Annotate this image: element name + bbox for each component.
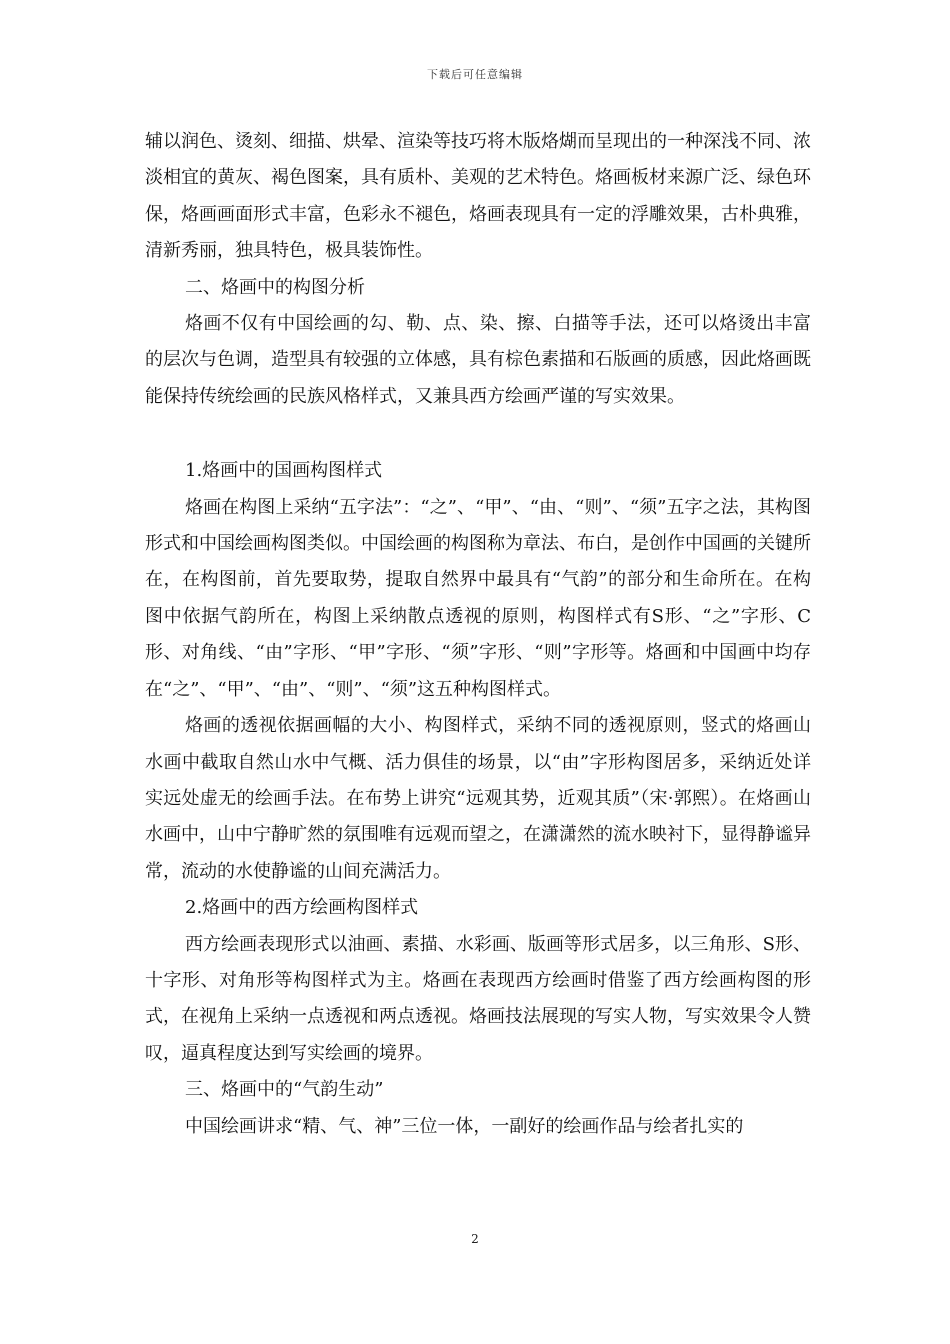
page-number: 2	[471, 1232, 479, 1246]
paragraph-2: 烙画不仅有中国绘画的勾、勒、点、染、擦、白描等手法，还可以烙烫出丰富的层次与色调，造型具有较强的立体感，具有棕色素描和石版画的质感，因此烙画既能保持传统绘画的民族风格样式，又兼具西方绘画严谨的写实效果。	[145, 313, 811, 407]
section-heading-3: 三、烙画中的“气韵生动”	[185, 1079, 384, 1101]
page-header-note: 下载后可任意编辑	[427, 68, 523, 81]
paragraph-6: 中国绘画讲求“精、气、神”三位一体，一副好的绘画作品与绘者扎实的	[185, 1115, 744, 1137]
paragraph-3: 烙画在构图上采纳“五字法”：“之”、“甲”、“由、“则”、“须”五字之法，其构图形式和中国绘画构图类似。中国绘画的构图称为章法、布白，是创作中国画的关键所在，在构图前，首先要取势，提取自然界中最具有“气韵”的部分和生命所在。在构图中依据气韵所在，构图上采纳散点透视的原则，构图样式有S形、“之”字形、C形、对角线、“由”字形、“甲”字形、“须”字形、“则”字形等。烙画和中国画中均存在“之”、“甲”、“由”、“则”、“须”这五种构图样式。	[145, 496, 811, 700]
document-body	[145, 124, 811, 1145]
subsection-heading-2: 2.烙画中的西方绘画构图样式	[185, 897, 419, 919]
paragraph-4: 烙画的透视依据画幅的大小、构图样式，采纳不同的透视原则，竖式的烙画山水画中截取自然山水中气概、活力俱佳的场景，以“由”字形构图居多，采纳近处详实远处虚无的绘画手法。在布势上讲究“远观其势，近观其质”（宋·郭熙）。在烙画山水画中，山中宁静旷然的氛围唯有远观而望之，在潇潇然的流水映衬下，显得静谧异常，流动的水使静谧的山间充满活力。	[145, 715, 811, 882]
paragraph-1: 辅以润色、烫刻、细描、烘晕、渲染等技巧将木版烙煳而呈现出的一种深浅不同、浓淡相宜的黄灰、褐色图案，具有质朴、美观的艺术特色。烙画板材来源广泛、绿色环保，烙画画面形式丰富，色彩永不褪色，烙画表现具有一定的浮雕效果，古朴典雅，清新秀丽，独具特色，极具装饰性。	[145, 131, 811, 262]
section-heading-2: 二、烙画中的构图分析	[185, 276, 365, 298]
paragraph-5: 西方绘画表现形式以油画、素描、水彩画、版画等形式居多，以三角形、S形、十字形、对角形等构图样式为主。烙画在表现西方绘画时借鉴了西方绘画构图的形式，在视角上采纳一点透视和两点透视。烙画技法展现的写实人物，写实效果令人赞叹，逼真程度达到写实绘画的境界。	[145, 933, 811, 1064]
subsection-heading-1: 1.烙画中的国画构图样式	[185, 460, 383, 482]
paragraph-gap	[145, 415, 811, 453]
